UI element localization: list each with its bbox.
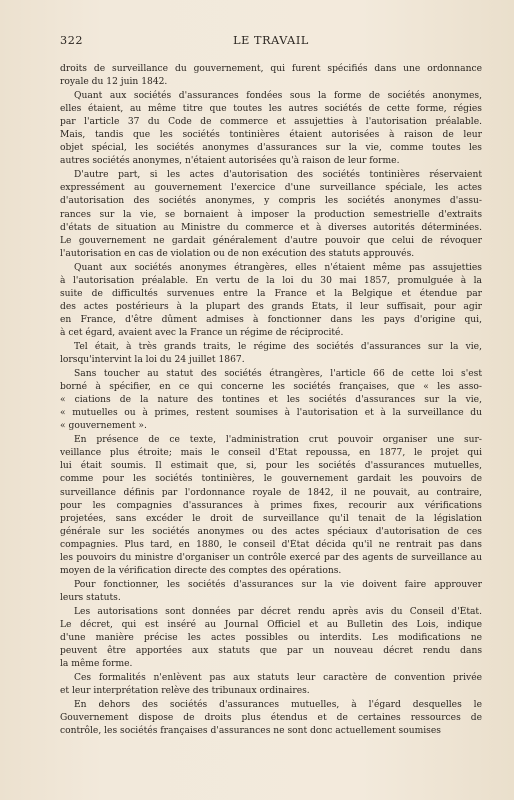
text-line: compagnies. Plus tard, en 1880, le conseil d'État décida qu'il ne rentrait pas dans xyxy=(60,539,482,550)
page-number: 322 xyxy=(60,34,84,47)
text-line: la même forme. xyxy=(60,659,133,670)
body-text xyxy=(60,63,482,738)
running-title: LE TRAVAIL xyxy=(233,34,309,47)
text-line: royale du 12 juin 1842. xyxy=(60,77,168,88)
text-line: Ces formalités n'enlèvent pas aux statuts leur caractère de convention privée xyxy=(74,673,482,684)
text-line: à cet égard, avaient avec la France un régime de réciprocité. xyxy=(60,327,344,338)
text-line: contrôle, les sociétés françaises d'assurances ne sont donc actuellement soumises xyxy=(60,726,441,737)
text-line: lorsqu'intervint la loi du 24 juillet 1867. xyxy=(60,355,245,366)
text-line: autres sociétés anonymes, n'étaient autorisées qu'à raison de leur forme. xyxy=(60,156,400,167)
text-line: borné à spécifier, en ce qui concerne les sociétés françaises, que « les asso- xyxy=(60,382,482,393)
text-line: « mutuelles ou à primes, restent soumises à l'autorisation et à la surveillance du xyxy=(60,408,482,419)
text-line: Sans toucher au statut des sociétés étrangères, l'article 66 de cette loi s'est xyxy=(74,369,482,380)
text-line: projetées, sans excéder le droit de surveillance qu'il tenait de la législation xyxy=(60,513,482,524)
text-line: pour les compagnies d'assurances à primes fixes, recourir aux vérifications xyxy=(60,500,482,511)
text-line: leurs statuts. xyxy=(60,592,121,603)
text-line: « ciations de la nature des tontines et les sociétés d'assurances sur la vie, xyxy=(60,395,482,406)
text-line: D'autre part, si les actes d'autorisation des sociétés tontinières réservaient xyxy=(74,170,482,181)
running-header xyxy=(60,34,482,48)
text-line: suite de difficultés survenues entre la France et la Belgique et étendue par xyxy=(60,288,482,299)
text-line: En présence de ce texte, l'administration crut pouvoir organiser une sur- xyxy=(74,435,482,446)
text-line: par l'article 37 du Code de commerce et assujetties à l'autorisation préalable. xyxy=(60,117,482,128)
text-line: surveillance définis par l'ordonnance royale de 1842, il ne pouvait, au contraire, xyxy=(60,487,482,498)
text-line: Les autorisations sont données par décret rendu après avis du Conseil d'État. xyxy=(74,606,482,617)
text-line: Pour fonctionner, les sociétés d'assurances sur la vie doivent faire approuver xyxy=(74,579,482,590)
text-line: Quant aux sociétés anonymes étrangères, elles n'étaient même pas assujetties xyxy=(74,262,482,273)
text-line: et leur interprétation relève des tribunaux ordinaires. xyxy=(60,686,310,697)
text-line: Gouvernement dispose de droits plus étendus et de certaines ressources de xyxy=(60,713,482,724)
text-line: l'autorisation en cas de violation ou de non exécution des statuts approuvés. xyxy=(60,248,415,259)
text-line: à l'autorisation préalable. En vertu de la loi du 30 mai 1857, promulguée à la xyxy=(60,275,482,286)
text-line: des actes postérieurs à la plupart des grands États, il leur suffisait, pour agir xyxy=(60,301,482,312)
text-line: d'états de situation au Ministre du commerce et à diverses autorités déterminées. xyxy=(60,222,482,233)
text-line: objet spécial, les sociétés anonymes d'assurances sur la vie, comme toutes les xyxy=(60,143,482,154)
text-line: Quant aux sociétés d'assurances fondées sous la forme de sociétés anonymes, xyxy=(74,91,482,102)
text-line: En dehors des sociétés d'assurances mutuelles, à l'égard desquelles le xyxy=(74,700,482,711)
text-line: générale sur les sociétés anonymes ou des actes spéciaux d'autorisation de ces xyxy=(60,526,482,537)
text-line: comme pour les sociétés tontinières, le gouvernement gardait les pouvoirs de xyxy=(60,474,482,485)
text-line: Le gouvernement ne gardait généralement d'autre pouvoir que celui de révoquer xyxy=(60,235,482,246)
text-line: expressément au gouvernement l'exercice d'une surveillance spéciale, les actes xyxy=(60,183,482,194)
text-line: les pouvoirs du ministre d'organiser un contrôle exercé par des agents de surveillance au xyxy=(60,552,482,563)
text-line: elles étaient, au même titre que toutes les autres sociétés de cette forme, régies xyxy=(60,104,482,115)
text-line: en France, d'être dûment admises à fonctionner dans les pays d'origine qui, xyxy=(60,314,482,325)
text-line: Mais, tandis que les sociétés tontinières étaient autorisées à raison de leur xyxy=(60,130,482,141)
text-line: moyen de la vérification directe des comptes des opérations. xyxy=(60,565,342,576)
text-line: d'autorisation des sociétés anonymes, y compris les sociétés anonymes d'assu- xyxy=(60,196,482,207)
text-line: peuvent être apportées aux statuts que par un nouveau décret rendu dans xyxy=(60,646,482,657)
text-line: d'une manière précise les actes possibles ou interdits. Les modifications ne xyxy=(60,633,482,644)
text-line: droits de surveillance du gouvernement, qui furent spécifiés dans une ordonnance xyxy=(60,64,482,74)
text-line: veillance plus étroite; mais le conseil d'État repoussa, en 1877, le projet qui xyxy=(60,448,482,459)
text-line: Tel était, à très grands traits, le régime des sociétés d'assurances sur la vie, xyxy=(74,341,482,352)
text-line: « gouvernement ». xyxy=(60,421,147,432)
text-line: lui était soumis. Il estimait que, si, pour les sociétés d'assurances mutuelles, xyxy=(60,461,482,472)
text-line: Le décret, qui est inséré au Journal Officiel et au Bulletin des Lois, indique xyxy=(60,619,482,630)
text-line: rances sur la vie, se bornaient à imposer la production semestrielle d'extraits xyxy=(60,209,482,220)
